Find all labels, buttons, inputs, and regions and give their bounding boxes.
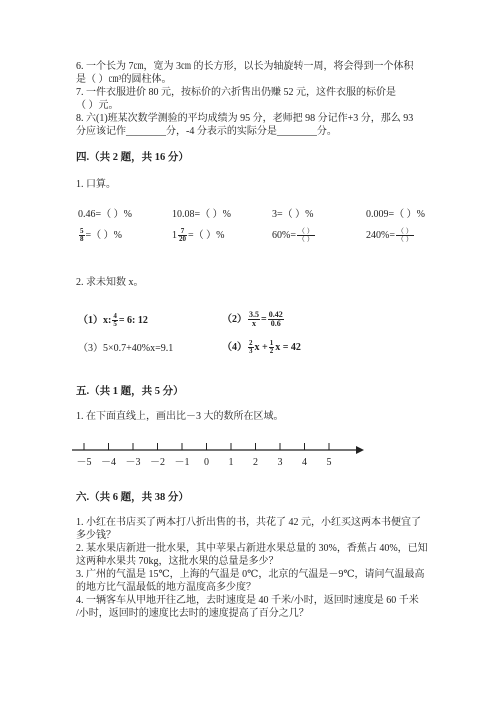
number-line (70, 438, 370, 474)
number-line-tick-label: －3 (125, 457, 141, 468)
fraction: $\frac{7}{20}$ (179, 227, 186, 244)
question-7-line1: 7. 一件衣服进价 80 元，按标价的六折售出仍赚 52 元，这件衣服的标价是 (76, 87, 396, 98)
question-8-line2: 分应该记作________分，-4 分表示的实际分是________分。 (76, 126, 337, 137)
section-4-q2-title: 2. 求未知数 x。 (76, 277, 144, 288)
section-5-q1: 1. 在下面直线上，画出比－3 大的数所在区域。 (76, 411, 284, 422)
oral-calc-1: 0.46=（ ）% (78, 209, 132, 220)
number-line-tick-label: 4 (302, 457, 307, 468)
number-line-tick-label: －4 (101, 457, 116, 468)
oral-calc-8: 240%= $\frac{( )}{( )}$ (366, 227, 413, 244)
number-line-tick-label: 1 (228, 457, 234, 468)
fraction: $\frac{5}{8}$ (80, 227, 84, 244)
section-6-q2-line2: 这两种水果共 70kg，这批水果的总量是多少？ (76, 556, 279, 567)
section-6-q4-line1: 4. 一辆客车从甲地开往乙地，去时速度是 40 千米/小时，返回时速度是 60 千米 (76, 595, 419, 606)
section-6-heading: 六.（共 6 题，共 38 分） (76, 492, 189, 503)
number-line-tick-label: －1 (174, 457, 190, 468)
number-line-tick-label: 3 (277, 457, 283, 468)
section-6-q1-line1: 1. 小红在书店买了两本打八折出售的书，共花了 42 元，小红买这两本书便宜了 (76, 517, 421, 528)
number-line-tick-label: －2 (150, 457, 165, 468)
number-line-tick-label: 5 (326, 457, 332, 468)
oral-calc-5: $\frac{5}{8}$ =（ ）% (80, 227, 122, 244)
fraction: $\frac{( )}{( )}$ (396, 227, 413, 244)
equation-2: （2） $\frac{3.5}{x}$ = $\frac{0.42}{0.6}$ (222, 310, 283, 329)
section-6-q1-line2: 多少钱？ (76, 530, 116, 541)
question-7-line2: （ ）元。 (76, 100, 119, 111)
oral-calc-6: 1 $\frac{7}{20}$ =（ ）% (172, 227, 225, 244)
fraction: $\frac{3.5}{x}$ (249, 310, 259, 329)
section-6-q3-line1: 3. 广州的气温是 15℃，上海的气温是 0℃，北京的气温是－9℃，请问气温最高 (76, 569, 425, 580)
fraction: $\frac{2}{3}$ (249, 339, 253, 356)
fraction: $\frac{( )}{( )}$ (297, 227, 314, 244)
section-6-q3-line2: 的地方比气温最低的地方温度高多少度？ (76, 582, 256, 593)
equation-1: （1）x: $\frac{4}{5}$ = 6: 12 (78, 312, 148, 329)
oral-calc-3: 3=（ ）% (272, 209, 314, 220)
number-line-tick-label: 2 (253, 457, 258, 468)
number-line-tick-label: 0 (204, 457, 209, 468)
section-6-q4-line2: /小时，返回时的速度比去时的速度提高了百分之几？ (76, 608, 309, 619)
fraction: $\frac{4}{5}$ (113, 312, 117, 329)
section-5-heading: 五.（共 1 题，共 5 分） (76, 386, 184, 397)
fraction: $\frac{0.42}{0.6}$ (268, 310, 283, 329)
section-4-q1-title: 1. 口算。 (76, 179, 116, 190)
oral-calc-7: 60%= $\frac{( )}{( )}$ (272, 227, 314, 244)
oral-calc-2: 10.08=（ ）% (172, 209, 231, 220)
question-6-line1: 6. 一个长为 7㎝，宽为 3㎝ 的长方形，以长为轴旋转一周，将会得到一个体积 (76, 61, 414, 72)
question-6-line2: 是（ ）㎝³的圆柱体。 (76, 74, 172, 85)
section-4-heading: 四.（共 2 题，共 16 分） (76, 152, 189, 163)
number-line-arrow-icon (356, 446, 364, 454)
oral-calc-4: 0.009=（ ）% (366, 209, 425, 220)
number-line-tick-label: －5 (76, 457, 92, 468)
question-8-line1: 8. 六(1)班某次数学测验的平均成绩为 95 分，老师把 98 分记作+3 分，那么 93 (76, 113, 414, 124)
equation-4: （4） $\frac{2}{3}$ x + $\frac{1}{2}$ x = 42 (222, 339, 301, 356)
equation-3: （3）5×0.7+40%x=9.1 (78, 343, 174, 354)
section-6-q2-line1: 2. 某水果店新进一批水果，其中苹果占新进水果总量的 30%，香蕉占 40%，已知 (76, 543, 428, 554)
fraction: $\frac{1}{2}$ (269, 339, 274, 356)
